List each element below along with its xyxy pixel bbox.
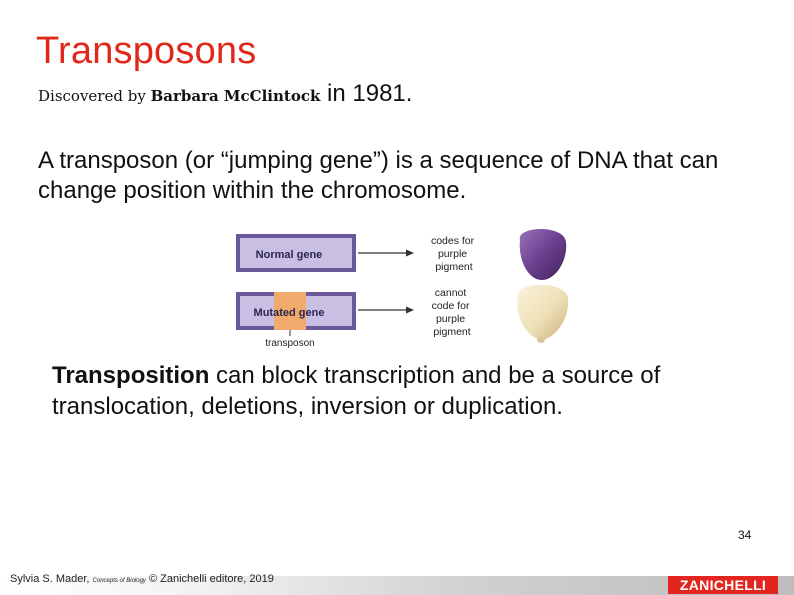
- transposition-text: [52, 360, 772, 422]
- transposon-figure: [230, 222, 580, 350]
- transposition-bold: Transposition: [52, 362, 210, 389]
- subtitle-prefix: Discovered by: [38, 87, 151, 105]
- normal-result-text: codes for purple pigment: [430, 235, 475, 273]
- definition-text: A transposon (or “jumping gene”) is a sequence of DNA that can change position within the chromosome.: [38, 147, 719, 204]
- mutated-result-text: cannot code for purple pigment: [431, 287, 471, 338]
- arrow-icon: [358, 307, 414, 314]
- footer-author: Sylvia S. Mader,: [10, 573, 93, 585]
- transposon-label: transposon: [265, 338, 315, 349]
- page-number: 34: [738, 528, 752, 542]
- purple-kernel-icon: [520, 229, 566, 280]
- normal-gene-label: Normal gene: [255, 249, 323, 261]
- yellow-kernel-icon: [517, 285, 568, 340]
- subtitle: [38, 80, 412, 108]
- subtitle-suffix: in 1981.: [320, 80, 413, 107]
- mutated-gene-label: Mutated gene: [253, 307, 325, 319]
- footer-book: Concepts of Biology: [92, 578, 146, 584]
- footer-credit: [10, 573, 274, 585]
- transposition-rest: can block transcription and be a source of translocation, deletions, inversion or duplication.: [52, 362, 661, 420]
- arrow-icon: [358, 250, 414, 257]
- subtitle-name: Barbara McClintock: [150, 87, 321, 105]
- footer-publisher: © Zanichelli editore, 2019: [145, 573, 274, 585]
- slide-title: Transposons: [36, 30, 257, 72]
- normal-gene-box: [236, 234, 356, 272]
- zanichelli-logo: ZANICHELLI: [668, 576, 778, 594]
- mutated-gene-box: [236, 292, 356, 349]
